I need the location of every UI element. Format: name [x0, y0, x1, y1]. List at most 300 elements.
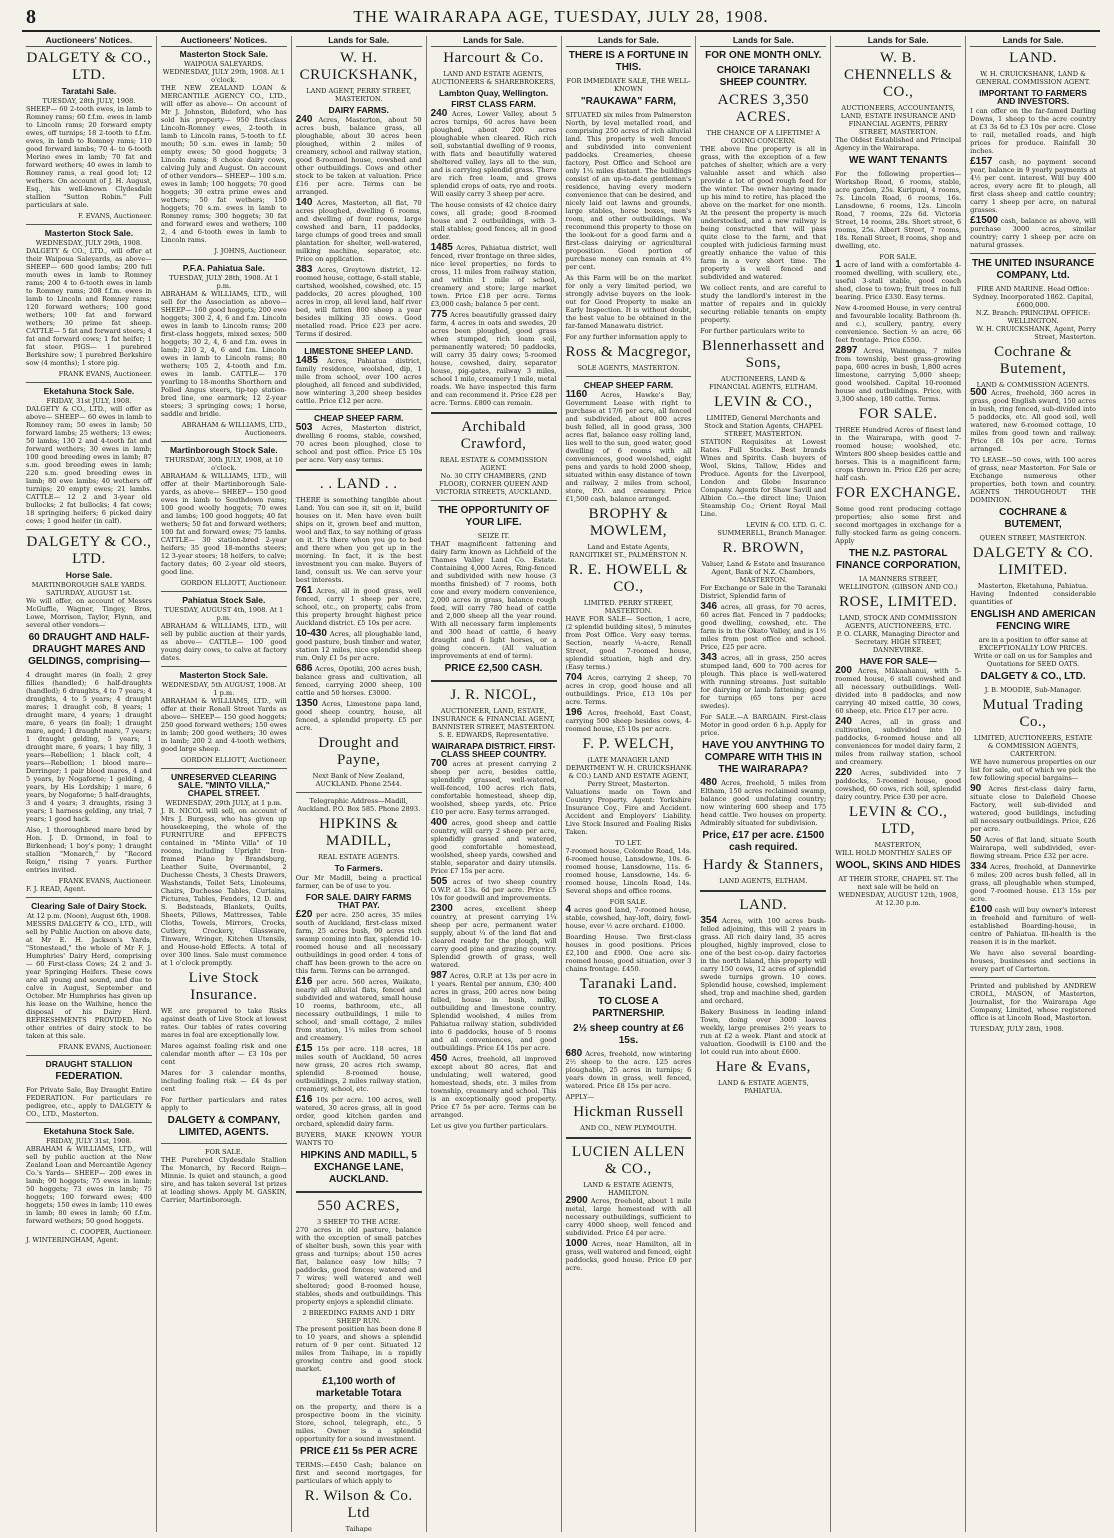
- listing-acreage: 1000: [565, 1238, 588, 1249]
- advertiser-name: R. BROWN,: [722, 540, 805, 556]
- listing-description: Acres, freehold, all improved except about 80 acres, flat and undulating, well watered, good homestead, sheds, etc. 3 miles from township, creamery and school. This is an exceptionally good property. Price £7 5s per acre. Terms can be arranged.: [430, 1055, 557, 1119]
- advertiser-name: Blennerhassett and Sons,: [701, 338, 825, 371]
- ad-headline: FOR ONE MONTH ONLY.: [705, 50, 822, 61]
- centered-notice: FRIDAY, 31st JULY, 1908.: [46, 397, 132, 405]
- column-divider: [431, 500, 557, 501]
- page-number: 8: [26, 6, 36, 28]
- newspaper-column: [156, 36, 291, 1532]
- newspaper-column: [695, 36, 830, 1532]
- listing-acreage: 90: [970, 783, 982, 794]
- ad-body-text: Mares for 3 calendar months, including foaling risk — £4 4s per cent: [160, 1069, 287, 1093]
- ad-headline: Price, £17 per acre. £1500 cash required.: [702, 830, 825, 853]
- property-listing: [566, 674, 692, 706]
- property-listing: [296, 978, 422, 1042]
- ad-body-text: SITUATED six miles from Palmerston North, by level metalled road, and comprising 250 acres of rich alluvial land. This property is well fenced and subdivided into convenient paddocks. Creameries, cheese factory, Post Office and School are only 1¼ miles distant. The buildings consist of an up-to-date gentleman's residence, having every modern convenience that can be desired, and nicely laid out lawns and grounds, large stables, horse boxes, men's room, and other outbuildings. We recommend this property to those on the look-out for a good farm and a first-class dairying or agricultural proposition. Good portion of purchase money can remain at 4½ per cent.: [565, 111, 692, 271]
- ad-headline: TO CLOSE A PARTNERSHIP.: [592, 996, 665, 1019]
- advertiser-name: ACRES 3,350 ACRES.: [717, 92, 809, 125]
- centered-notice: LAND & ESTATE AGENTS, HAMILTON.: [583, 1181, 674, 1197]
- property-listing: [970, 217, 1096, 249]
- section-heading: FOR SALE. DAIRY FARMS THAT PAY.: [305, 892, 412, 910]
- property-listing: [296, 199, 422, 263]
- property-listing: [970, 906, 1096, 946]
- listing-acreage: 383: [295, 264, 313, 275]
- advertiser-name: LUCIEN ALLEN & CO.,: [571, 1144, 685, 1177]
- listing-description: cash, no payment second year, balance in 9 yearly payments at 4½ per cent. interest. Will buy 400 acres, every acre fit to plough, all first class sheep and cattle country; carry 1 sheep per acre, on natural grasses.: [970, 158, 1096, 214]
- property-listing: [970, 836, 1096, 860]
- ad-body-text: For further particulars and rates apply to: [160, 1096, 287, 1112]
- centered-notice: 2 BREEDING FARMS AND 1 DRY SHEEP RUN.: [302, 1309, 415, 1325]
- newspaper-title: THE WAIRARAPA AGE, TUESDAY, JULY 28, 1908.: [353, 7, 769, 26]
- listing-description: cash will buy owner's interest in freehold and furniture of well-established Boarding-house, in centre of Pahiatua. Ill-health is the reason it is in the market.: [970, 906, 1096, 946]
- centered-notice: Next Bank of New Zealand, AUCKLAND. Phone 2544.: [312, 772, 405, 788]
- property-listing: [296, 1096, 422, 1128]
- signature-line: LEVIN & CO. LTD. G. C. SUMMERELL, Branch Manager.: [717, 521, 827, 537]
- column-divider: [566, 1137, 692, 1139]
- advertiser-name: Ross & Macgregor,: [565, 344, 692, 360]
- column-heading: Auctioneers' Notices.: [26, 36, 152, 47]
- centered-notice: FOR SALE.: [609, 898, 648, 906]
- listing-description: Acres, freehold, 360 acres in grass, good English sward, 150 acres in bush, ring fenced, sub-divided into 5 paddocks, etc. All good soil, well watered, new 6-roomed cottage, 10 miles from good town and railway. Price £8 10s per acre. Terms arranged.: [970, 389, 1096, 453]
- centered-notice: MASTERTON,: [874, 841, 922, 849]
- property-listing: [835, 718, 961, 766]
- property-listing: [296, 1045, 422, 1093]
- section-heading: To Farmers.: [334, 863, 383, 873]
- listing-description: acres, all in grass, 250 acres stumped land, 600 to 700 acres for plough. This place is well-watered with running streams. Just suitable for dairying or lamb fattening; good for turnips (65 tons per acre swedes).: [700, 654, 827, 710]
- listing-acreage: 500: [970, 387, 987, 398]
- section-heading: LIMESTONE SHEEP LAND.: [304, 346, 414, 356]
- centered-notice: Valuer, Land & Estate and Insurance Agent, Bank of N.Z. Chambers, MASTERTON.: [701, 560, 825, 584]
- ad-headline: THE N.Z. PASTORAL FINANCE CORPORATION,: [836, 548, 961, 571]
- listing-acreage: 505: [430, 876, 448, 887]
- section-heading: Masterton Stock Sale.: [179, 49, 268, 59]
- ad-headline: "RAUKAWA" FARM,: [580, 96, 676, 107]
- centered-notice: LAND & COMMISSION AGENTS.: [976, 381, 1090, 389]
- ad-headline: ENGLISH AND AMERICAN FENCING WIRE: [970, 609, 1096, 632]
- signature-line: W. H. CRUICKSHANK, Agent, Perry Street, Masterton.: [976, 325, 1096, 341]
- centered-notice: FRIDAY, JULY 31st, 1908.: [46, 1137, 132, 1145]
- ad-body-text: WE are prepared to take Risks against death of Live Stock at lowest rates. Our tables of rates covering mares in foal are exceptionally low.: [160, 1007, 287, 1039]
- column-divider: [296, 1191, 422, 1193]
- section-heading: P.F.A. Pahiatua Sale.: [182, 263, 265, 273]
- column-divider: [26, 897, 152, 898]
- advertiser-name: R. E. HOWELL & CO.,: [568, 562, 689, 595]
- ad-body-text: TERMS:—£450 Cash; balance on first and second mortgages, for particulars of which apply to: [295, 1461, 422, 1485]
- advertiser-name: 550 ACRES,: [317, 1198, 400, 1214]
- centered-notice: LIMITED. PERRY STREET, MASTERTON.: [583, 599, 674, 615]
- property-listing: [296, 116, 422, 196]
- column-divider: [161, 441, 287, 442]
- ad-body-text: MESSRS DALGETY & CO., LTD., will sell by Public Auction on above date, at Mr E. H. Jackson's Yards, "Stonestead," the whole of Mr F. J. Humphries' Dairy Herd, comprising— 60 First-class Cows; 24 2 and 3-year Springing Heifers. These cows are all young and sound, and due to calve in August, September and October. Mr Humphries has given up his lease on the Waihine, hence the disposal of his Dairy Herd. REFRESHMENTS PROVIDED. No other entries of dairy stock to be taken at this sale.: [26, 920, 152, 1040]
- column-divider: [161, 1143, 287, 1144]
- property-listing: [700, 603, 826, 651]
- column-divider: [296, 792, 422, 793]
- centered-notice: Telegraphic Address—Madill, Auckland. P.O. Box 585. Phone 2893.: [297, 797, 421, 813]
- centered-notice: Masterton, Eketahuna, Pahiatua.: [977, 582, 1089, 590]
- advertiser-name: Hare & Evans,: [715, 1059, 811, 1075]
- column-divider: [566, 376, 692, 377]
- property-listing: [431, 905, 557, 969]
- listing-description: Acres, Lower Valley, about 5 acres turnips, 60 acres have been ploughed, about 200 acres ploughable when cleared. Rich rich soil, substantial dwelling of 9 rooms, with flats and beautifully watered sheltered valley, lays all to the sun, and is carrying splendid grass. There are rich free loam, and grows splendid crops of oats, rye and roots. Will easily carry 3 sheep per acre.: [430, 110, 557, 198]
- property-listing: [296, 424, 422, 464]
- column-divider: [161, 768, 287, 769]
- centered-notice: QUEEN STREET, MASTERTON.: [979, 534, 1087, 542]
- centered-notice: FOR SALE.: [879, 253, 917, 261]
- listing-description: Acres, all ploughable land, good pasture, bush timber and water, station 12 miles, nice splendid sheep run. Only £1 5s per acre.: [295, 630, 422, 662]
- ad-headline: THE OPPORTUNITY OF YOUR LIFE.: [437, 505, 550, 528]
- ad-body-text: For the following properties— Workshop Road, 6 rooms, stable, acre garden, 25s. Kuripuni, 4 rooms, 7s. Lincoln Road, 6 rooms, 16s. Lansdowne, 6 rooms, 12s. Lincoln Road, 7 rooms, 22s 6d. Victoria Street, 14 rooms, 28s. Short street, 6 rooms, 25s. Albert Street, 7 rooms, 18s. Renall Street, 8 rooms, shop and dwelling, etc.: [835, 170, 962, 250]
- ad-body-text: J. WINTERINGHAM, Agent.: [26, 1236, 119, 1244]
- listing-description: Acres, Mākaahanui, with 5-roomed house, 6 stall cowshed and all necessary outbuildings. Well-divided into 8 paddocks, and now carrying 40 mixed cattle, 30 cows, 60 sheep, etc. Price £17 per acre.: [835, 667, 962, 715]
- section-heading: CHEAP SHEEP FARM.: [313, 413, 404, 423]
- listing-acreage: 240: [295, 114, 313, 125]
- ad-body-text: Mares against foaling risk and one calendar month after — £3 10s per cent: [160, 1042, 287, 1066]
- centered-notice: 1A MANNERS STREET, WELLINGTON. (GIBSON AND CO.): [838, 575, 958, 591]
- newspaper-column: [291, 36, 426, 1532]
- centered-notice: AUCTIONEERS, ACCOUNTANTS, LAND, ESTATE INSURANCE AND FINANCIAL AGENTS, PERRY STREET, MASTERTON.: [840, 104, 956, 136]
- listing-description: Acres, all in good grass, well fenced, carry 1 sheep per acre, school, etc., on property, cabs from this property brought highest price Auckland district. £5 10s per acre.: [295, 587, 422, 627]
- ad-body-text: For Private Sale, Bay Draught Entire FEDERATION. For particulars re pedigree, etc., apply to DALGETY & CO., LTD., Masterton.: [26, 1086, 152, 1118]
- ad-body-text: APPLY—: [565, 1093, 595, 1101]
- ad-body-text: WILL HOLD MONTHLY SALES OF: [835, 849, 952, 857]
- listing-acreage: 2300: [430, 903, 453, 914]
- listing-description: cash, balance as above, will purchase 3000 acres, similar country; carry 1 sheep per acre on natural grasses.: [970, 217, 1096, 249]
- listing-description: acres at present carrying 2 sheep per acre, besides cattle, splendidly grassed, well-watered, well-fenced, 100 acres rich flats, comfortable homestead, sheep dip, woolshed, sheep yards, etc. Price £10 per acre. Easy terms arranged.: [430, 760, 557, 816]
- ad-headline: THE UNITED INSURANCE COMPANY, Ltd.: [971, 258, 1095, 281]
- section-heading: IMPORTANT TO FARMERS AND INVESTORS.: [979, 88, 1087, 106]
- ad-body-text: The present position has been done 8 to 10 years, and shows a splendid return of 9 per cent. Situated 12 miles from Taihape, in a rapidly growing centre and good stock market.: [295, 1325, 422, 1373]
- ad-body-text: I can offer on the far-famed Darling Downs, 1 sheep to the acre country at £3 3s 6d to £3 10s per acre. Close to rail, metalled roads, and high prices for produce. Rainfall 30 inches.: [970, 107, 1096, 155]
- listing-acreage: 2897: [835, 345, 858, 356]
- ad-body-text: Our Mr Madill, being a practical farmer, can be of use to you.: [295, 874, 422, 890]
- listing-acreage: 700: [430, 758, 448, 769]
- listing-description: Acres, freehold, at Dannevirke 6 miles; 200 acres bush felled, all in grass, all ploughable when stumped, good 7-roomed house. £13 15s per acre.: [970, 863, 1096, 903]
- centered-notice: LIMITED, General Merchants and Stock and Station Agents, CHAPEL STREET, MASTERTON.: [704, 414, 823, 438]
- listing-acreage: 503: [295, 422, 313, 433]
- centered-notice: FOR IMMEDIATE SALE, THE WELL-KNOWN: [566, 77, 691, 93]
- ad-body-text: Some good rent producing cottage properties; also some first and second mortgages in exchange for a fully stocked farm as going concern. Apply: [835, 505, 962, 545]
- listing-description: Acres, with 100 acres bush-felled adjoining, this will 2 years in grass. All rich dairy land, 35 acres ploughed, highly improved, close to one of the best co-op. dairy factories in the north Island, this property will carry 150 cows, 12 acres of splendid swede turnips grown. 10 cows. Splendid house, cowshed, implement shed, trap and machine shed, garden and orchard.: [700, 917, 827, 1005]
- column-heading: Lands for Sale.: [970, 36, 1096, 47]
- advertiser-name: DALGETY & CO., LTD.: [26, 50, 152, 83]
- property-listing: [566, 1050, 692, 1090]
- advertiser-name: Mutual Trading Co.,: [982, 697, 1084, 730]
- listing-description: per acre. 250 acres, 35 miles south of Auckland, first-class mixed farm, 25 acres bush, 90 acres rich swamp coming into flax, splendid 10-roomed house and all necessary outbuildings in good order. 4 tons of chaff has been grown to the acre on this farm. Terms can be arranged.: [295, 911, 422, 975]
- listing-acreage: 480: [700, 777, 718, 788]
- listing-acreage: 240: [430, 108, 448, 119]
- ad-body-text: SHEEP— 60 2-tooth ewes, in lamb to Romney rams; 60 f.f.m. ewes in lamb to Lincoln rams; 20 forward empty ewes, off turnips; 18 2-tooth to f.f.m. ewes, in lamb to Romney rams; 110 good forward lambs; 70 4- to 6-tooth Merino ewes in lamb; 70 fat and forward wethers; 40 ewes in lamb to Romney rams, a real good lot; 12 wethers. On account of J. H. August, Esq., his well-known Clydesdale stallion "Sutton Robin." Full particulars at sale.: [26, 105, 152, 209]
- ad-headline: THERE IS A FORTUNE IN THIS.: [568, 50, 689, 73]
- property-listing: [970, 863, 1096, 903]
- advertiser-name: BROPHY & MOWLEM,: [588, 506, 669, 539]
- advertiser-name: Harcourt & Co.: [443, 50, 544, 66]
- advertiser-name: DALGETY & CO. LIMITED.: [972, 545, 1094, 578]
- property-listing: [566, 709, 692, 733]
- listing-acreage: £157: [970, 156, 993, 167]
- listing-description: Acres beautifully grassed dairy farm, 4 acres in oats and swedes, 20 acres been ploughed, good grass when stumped, rich loam soil, permanently watered; 50 paddocks, will carry 35 dairy cows; 5-roomed house, cowshed, dairy, separator house, pig-gates, railway 3 miles, school 1 mile, creamery 1 mile, metal roads. We have inspected this farm and can recommend it. Price £28 per acre. Terms. £800 can remain.: [430, 311, 557, 407]
- listing-description: Acres, Masterton district, dwelling 6 rooms, stable, cowshed, 70 acres been ploughed, close to school and post office. Price £5 10s per acre. Very easy terms.: [295, 424, 422, 464]
- advertiser-name: LEVIN & CO.,: [714, 394, 813, 410]
- listing-description: acre of land with a comfortable 4-roomed dwelling, with scullery, etc., useful 3-stall stable, good coach shed, close to town; fruit trees in full bearing. Price £330. Easy terms.: [835, 261, 962, 301]
- section-heading: CHEAP SHEEP FARM.: [583, 380, 674, 390]
- newspaper-column: [830, 36, 965, 1532]
- advertiser-name: ROSE, LIMITED.: [839, 594, 958, 610]
- listing-description: per acre. 560 acres, Waikato, nearly all alluvial flats, fenced and subdivided and watered, small house 10 rooms, bathroom, etc., all necessary outbuildings, 1 mile to school, and small cottage, 2 miles from station, 1¼ miles from school and creamery.: [295, 978, 422, 1042]
- ad-headline: COCHRANE & BUTEMENT,: [999, 507, 1067, 530]
- section-heading: Martinborough Stock Sale.: [169, 445, 278, 455]
- listing-description: Acres, all in grass and cultivation, subdivided into 10 paddocks, 6-roomed house and all conveniences for model dairy farm, 2 miles from railway station, school and creamery.: [835, 718, 962, 766]
- section-heading: UNRESERVED CLEARING SALE. "MINTO VILLA," CHAPEL STREET.: [170, 772, 277, 798]
- newspaper-column: [561, 36, 696, 1532]
- listing-description: Acres, Pahiatua district, well fenced, river frontage on three sides, nice level properties, no fords to cross, 11 miles from railway station, and within 1 mile of school, creamery and store; large market town. Price £18 per acre. Terms £3,000 cash; balance 5 per cent.: [430, 244, 557, 308]
- centered-notice: FIRE AND MARINE. Head Office: Sydney. Incorporated 1862. Capital, £600,000.: [972, 285, 1094, 309]
- listing-description: acres, excellent sheep country, at present carrying 1¼ sheep per acre, permanent water supply, about ¼ of the land flat and cleared ready for the plough, will carry good pine and grazing country. Splendid growth of grass, well watered.: [430, 905, 557, 969]
- listing-description: Acres, Pahiatua district, family residence, woolshed, dip, 1 mile from school, over 100 acres ploughed, all fenced and subdivided, now wintering 3,200 sheep besides cattle. Price £12 per acre.: [295, 357, 422, 405]
- ad-body-text: on the property, and there is a prospective boom in the vicinity. Store, school, telegraph, etc., 5 miles. Owner is a splendid opportunity for a sound investment.: [295, 1403, 422, 1443]
- centered-notice: TUESDAY, AUGUST 4th, 1908. At 1 p.m.: [164, 606, 284, 622]
- ad-body-text: THERE is something tangible about Land. You can see it, sit on it, build houses on it. Men have even built ships on it, grown beef and mutton, wool and flax, to say nothing of grass on it. It's there when you go to bed and there when you get up in the morning. In fact, it is the best investment you can make. Buyers of land, consult us. We can serve your best interests.: [295, 496, 422, 584]
- centered-notice: WEDNESDAY, 5th AUGUST, 1908. At 1 p.m.: [161, 681, 286, 697]
- listing-acreage: 680: [565, 1048, 583, 1059]
- ad-body-text: As this Farm will be on the market for only a very limited period, we strongly advise buyers on the look-out for Good Property to make an Early Inspection. It is without doubt, the best value to be obtained in the far-famed Manawatu district.: [565, 274, 692, 330]
- section-heading: DAIRY FARMS.: [328, 105, 389, 115]
- column-divider: [161, 666, 287, 667]
- ad-body-text: STATION Requisites at Lowest Rates. Full Stocks. Best brands Wines and Spirits. Cash buyers of Wool, Skins, Tallow, Hides and Produce. Agents for the Liverpool, London and Globe Insurance Company. Agents for Shaw Savill and Albion Co.—the direct line; Union Steamship Co.; Orient Royal Mail Line.: [700, 438, 827, 518]
- section-heading: Taratahi Sale.: [61, 86, 117, 96]
- listing-description: Acres of flat land, situate South Wairarapa, well subdivided, ever-flowing stream. Price £32 per acre.: [970, 836, 1096, 860]
- ad-body-text: J. R. NICOL will sell, on account of Mrs J. Burgess, who has given up housekeeping, the whole of the FURNITURE and EFFECTS contained in "Minto Villa" of 10 rooms, including Upright Iron-framed Piano by Brandsburg, Leather Suite, Overmantel, 2 Duchesse Chests, 3 Chests Drawers, Washstands, Toilet Sets, Linoleums, Chairs, Duchesse Tables, Curtains, Pictures, Tables, Fenders, 12 D. and S. Bedsteads, Blankets, Quilts, Sheets, Pillows, Mattresses, Table Cloths, Towels, Mirrors, Crocks, Cutlery, Crockery, Glassware, Tinware, Wringer, Kitchen Utensils, and House-hold Effects. A total of over 300 lines. Sale must commence at 1 o'clock promptly.: [160, 807, 287, 967]
- listing-acreage: £16: [295, 1094, 313, 1105]
- centered-notice: FOR SALE.: [205, 1148, 243, 1156]
- centered-notice: LAND & ESTATE AGENTS, PAHIATUA.: [717, 1079, 809, 1095]
- ad-body-text: ABRAHAM & WILLIAMS, LTD., will offer at their Renall Street Yards as above— SHEEP— 150 good hoggets; 250 good forward wethers; 150 ewes in lamb; 200 good wethers; 30 ewes in lamb; 200 2 and 4-tooth wethers, good large sheep.: [160, 697, 287, 753]
- advertiser-name: Live Stock Insurance.: [188, 970, 260, 1003]
- listing-description: Acres, freehold, East Coast, carrying 500 sheep besides cows, 4-roomed house, £5 10s per acre.: [565, 709, 692, 733]
- ad-body-text: THREE Hundred Acres of finest land in the Wairarapa, with good 7-roomed house; woolshed, etc. Winters 800 sheep besides cattle and horses. This is a magnificent farm; crops thrown in. Price £26 per acre; half cash.: [835, 426, 962, 482]
- ad-body-text: Bakery Business in leading inland Town, doing over 3000 loaves weekly, large premises 2½ years to run at £2 a week. Plant and stock at valuation. Goodwill is £100 and the lot could run into about £600.: [700, 1008, 827, 1056]
- ad-headline: DALGETY & COMPANY, LIMITED, AGENTS.: [167, 1115, 281, 1138]
- column-divider: [26, 1122, 152, 1123]
- ad-headline: HIPKINS AND MADILL, 5 EXCHANGE LANE, AUCKLAND.: [300, 1150, 417, 1185]
- centered-notice: Write or call on us for Samples and Quotations for SEED OATS.: [974, 652, 1093, 668]
- listing-description: Acres, Masterton, all flat, 70 acres ploughed, dwelling 6 rooms, and dwelling of four rooms, large cowshed and barn, 11 paddocks, large clumps of good trees and small plantation for shelter, well-watered, milking machine, separator, etc. Price on application.: [295, 199, 422, 263]
- advertiser-name: R. Wilson & Co. Ltd: [304, 1488, 413, 1521]
- property-listing: [431, 110, 557, 198]
- section-heading: HAVE FOR SALE—: [859, 656, 937, 666]
- property-listing: [296, 700, 422, 732]
- listing-acreage: £100: [970, 904, 993, 915]
- listing-description: acres, good sheep and cattle country, will carry 2 sheep per acre, splendidly grassed and watered, good comfortable homestead, woolshed, sheep yards, cowshed and stable, separator and dairy utensils. Price £7 15s per acre.: [430, 819, 557, 875]
- ad-body-text: 270 acres in old pasture, balance with the exception of small patches of shelter bush, sown this year with grass and turnips; about 150 acres flat, balance easy low hills; 7 paddocks, good fences; watered and 7 wires; well watered and well sheltered; good 8-roomed house, stables, sheds and outbuildings. This property enjoys a splendid climate.: [295, 1226, 422, 1306]
- column-heading: Lands for Sale.: [566, 36, 692, 47]
- section-heading: Lambton Quay, Wellington.: [438, 88, 549, 98]
- signature-line: ABRAHAM & WILLIAMS, LTD., Auctioneers.: [181, 421, 287, 437]
- property-listing: [431, 819, 557, 875]
- ad-body-text: For SALE.—A BARGAIN. First-class Motor in good order. 6 h.p. Apply for price.: [700, 713, 827, 737]
- column-divider: [296, 469, 422, 471]
- property-listing: [566, 391, 692, 503]
- column-divider: [296, 342, 422, 343]
- section-heading: DRAUGHT STALLION: [45, 1059, 133, 1069]
- property-listing: [970, 389, 1096, 453]
- ad-body-text: We have also several boarding-houses, businesses and sections in every part of Carterton.: [970, 949, 1096, 973]
- property-listing: [835, 769, 961, 801]
- section-heading: Masterton Stock Sale.: [44, 228, 134, 238]
- listing-acreage: 240: [835, 716, 852, 727]
- listing-acreage: 343: [700, 652, 718, 663]
- newspaper-column: [965, 36, 1100, 1532]
- listing-acreage: £20: [295, 909, 313, 920]
- centered-notice: LAND AGENT, PERRY STREET, MASTERTON.: [306, 87, 412, 103]
- listing-acreage: 987: [430, 970, 448, 981]
- listing-description: Acres first-class dairy farm, situate close to Dalefield Cheese Factory, well sub-divided and watered, good buildings, including all necessary outbuildings. Price, £26 per acre.: [970, 785, 1096, 833]
- listing-acreage: 450: [430, 1053, 448, 1064]
- ad-headline: CHOICE TARANAKI SHEEP COUNTRY.: [716, 65, 810, 88]
- property-listing: [700, 654, 826, 710]
- listing-description: Acres, Opotiki, 200 acres bush, balance grass and cultivation, all fenced, carrying 2000 sheep, 100 cattle and 50 horses. £3000.: [295, 665, 422, 697]
- listing-acreage: 1: [835, 259, 841, 270]
- ad-headline: FEDERATION.: [55, 1071, 123, 1082]
- listing-acreage: 704: [565, 672, 583, 683]
- property-listing: [296, 911, 422, 975]
- property-listing: [296, 630, 422, 662]
- listing-acreage: 200: [835, 665, 852, 676]
- listing-acreage: 761: [295, 585, 313, 596]
- column-divider: [26, 1055, 152, 1056]
- ad-body-text: WE have numerous properties on our list for sale, out of which we pick the few following special bargains—: [970, 758, 1096, 782]
- column-divider: [970, 253, 1096, 254]
- property-listing: [566, 1197, 692, 1237]
- advertiser-name: . . LAND . .: [319, 476, 398, 492]
- section-heading: Clearing Sale of Dairy Stock.: [31, 901, 147, 911]
- section-heading: Masterton Stock Sale.: [179, 670, 268, 680]
- ad-body-text: DALGETY & CO., LTD., will offer as above— SHEEP— 60 ewes in lamb to Romney ram; 50 ewes in lamb; 50 forward lambs; 25 wethers; 13 ewes; 50 lambs; 130 2 and 4-tooth fat and forward wethers; 30 ewes in lamb; 100 good breeding ewes in lamb; 87 s.m. good breeding ewes in lamb; 220 s.m. good breeding ewes in lamb; 80 ewe lambs; 40 wethers off turnips; 20 empty ewes; 21 lambs. CATTLE— 12 2 and 3-year old bullocks; 2 fat bullocks; 4 fat cows; 18 springing heifers; 6 picked dairy cows; 1 good heifer (in calf).: [26, 405, 152, 525]
- centered-notice: SOLE AGENTS, MASTERTON.: [577, 364, 680, 372]
- ad-body-text: The house consists of 42 choice dairy cows, all grade; good 8-roomed house and 2 outbuildings, with 3-stall stables; good fences, all in good order.: [430, 201, 557, 241]
- listing-acreage: 334: [970, 861, 987, 872]
- ad-body-text: THE NEW ZEALAND LOAN & MERCANTILE AGENCY CO., LTD., will offer as above— On account of Mr J. Johnston, Bideford, who has sold his property— 950 first-class Lincoln-Romney ewes, 2-tooth in lamb to Lincoln rams, 5-tooth to f.f. mouth; 50 s.m. ewes in lamb; 50 empty ewes; 50 good hoggets; 3 Lincoln rams; 8 choice dairy cows, calving July and August. On account of other vendors— SHEEP— 100 s.m. ewes in lamb; 100 hoggets; 70 good hoggets; 30 extra prime ewes and wethers; 50 fat wethers; 150 hoggets; 70 s.m. ewes in lamb to Romney rams; 300 hoggets; 30 fat and forward ewes and wethers; 100 2, 4 and 6-tooth ewes in lamb to Lincoln rams.: [160, 84, 287, 244]
- listing-description: Acres, O.R.P. at 13s per acre in 1 years. Rental per annum, £30; 400 acres in grass, 200 acres now being felled, house in bush, milky, outbuilding and limestone country. Splendid woolshed, 4 miles from Pahiatua railway station, subdivided into 6 paddocks, house of 5 rooms and all conveniences, and good outbuildings. Price £4 15s per acre.: [430, 972, 557, 1052]
- ad-body-text: ABRAHAM & WILLIAMS, LTD., will sell by public auction at the New Zealand Loan and Mercantile Agency Co.'s Yards— SHEEP— 200 ewes in lamb; 90 hoggets; 75 ewes in lamb; 50 hoggets; 73 ewes in lamb; 75 hoggets; 100 forward ewes; 400 hoggets; 150 ewes in lamb; 110 ewes in lamb; 80 ewes in lamb; 60 f.f.m. forward wethers; 50 good hoggets.: [26, 1145, 152, 1225]
- signature-line: FRANK EVANS, Auctioneer.: [58, 370, 152, 378]
- listing-description: Acres, Greytown district, 12-roomed house, cottage, 6-stall stable, cartshed, woolshed, cowshed, etc. 15 paddocks, 20 acres ploughed, 100 acres in crop, all level land, half river bed, will fatten 800 sheep a year besides milking 35 cows. Good metalled road. Price £23 per acre. Terms if desired.: [295, 266, 422, 338]
- advertiser-name: Hickman Russell: [573, 1104, 684, 1120]
- ad-body-text: BUYERS, MAKE KNOWN YOUR WANTS TO: [295, 1131, 422, 1147]
- advertiser-name: Taranaki Land.: [579, 976, 678, 992]
- centered-notice: AUCTIONEER, LAND, ESTATE, INSURANCE & FINANCIAL AGENT, BANNISTER STREET, MASTERTON.: [432, 707, 556, 731]
- ad-body-text: For Exchange or Sale in the Taranaki District, Splendid farm of: [700, 584, 827, 600]
- advertiser-name: J. R. NICOL,: [450, 687, 537, 703]
- ad-body-text: New 4-roomed House, in very central and favourable locality. Bathroom (h. and c.), scullery, pantry, every convenience. Section ½ an acre, 66 feet frontage. Price £550.: [835, 304, 962, 344]
- ad-headline: PRICE £11 5s PER ACRE: [299, 1446, 418, 1457]
- property-listing: [566, 1240, 692, 1272]
- column-divider: [296, 409, 422, 410]
- centered-notice: No. 30 CITY CHAMBERS, (2ND FLOOR), CORNER QUEEN AND VICTORIA STREETS, AUCKLAND.: [435, 472, 552, 496]
- ad-headline: £1,100 worth of marketable Totara: [315, 1376, 402, 1399]
- signature-line: C. COOPER, Auctioneer.: [70, 1228, 152, 1236]
- advertiser-name: LAND.: [1009, 50, 1058, 66]
- centered-notice: 3 SHEEP TO THE ACRE.: [317, 1218, 401, 1226]
- centered-notice: At 12 p.m. (Noon), August 6th, 1908.: [27, 912, 151, 920]
- property-listing: [700, 917, 826, 1005]
- column-divider: [26, 529, 152, 530]
- ad-headline: 2½ sheep country at £6 15s.: [573, 1023, 684, 1046]
- listing-acreage: £15: [295, 1043, 313, 1054]
- column-heading: Auctioneers' Notices.: [161, 36, 287, 47]
- listing-description: Acres, Hawke's Bay, Government Lease with right to purchase at 17/6 per acre, all fenced and subdivided, about 800 acres bush felled, all in good grass, 300 acres flat, balance easy rolling land, lies well to the sun, good water, good dwelling of 6 rooms with all conveniences, good woolshed, eight pens and yards to hold 2000 sheep, situated within easy distance of town and railway, 2 miles from school, store, P.O. and creamery. Price £1,500 cash, balance arranged.: [565, 391, 692, 503]
- column-heading: Lands for Sale.: [835, 36, 961, 47]
- centered-notice: MARTINBOROUGH SALE YARDS. SATURDAY, AUGUST 1st.: [31, 581, 147, 597]
- section-heading: Pahiatua Stock Sale.: [182, 595, 266, 605]
- section-heading: FIRST CLASS FARM.: [451, 99, 536, 109]
- ad-body-text: For any further information apply to: [565, 333, 687, 341]
- centered-notice: SEIZE IT.: [477, 532, 510, 540]
- column-divider: [700, 890, 826, 892]
- centered-notice: THE CHANCE OF A LIFETIME! A GOING CONCERN.: [706, 129, 821, 145]
- section-heading: Horse Sale.: [65, 570, 113, 580]
- property-listing: [296, 357, 422, 405]
- ad-headline: 60 DRAUGHT AND HALF-DRAUGHT MARES AND GELDINGS, comprising—: [28, 632, 150, 667]
- advertiser-name: FOR EXCHANGE.: [835, 485, 962, 501]
- property-listing: [296, 266, 422, 338]
- ad-body-text: ABRAHAM & WILLIAMS, LTD., will offer at their Martinborough Sale-yards, as above— SHEEP— 150 good ewes in lamb to Southdown rams; 100 good woolly hoggets; 70 ewes and lambs; 100 good hoggets; 40 fat wethers; 50 fat and forward wethers; 100 fat and forward ewes; 75 lambs. CATTLE— 30 station-bred 2-year heifers; 35 good 18-months steers; 12 3-year steers; 18 heifers, to calve; factory dates; 60 2-year old steers, good line.: [160, 472, 287, 576]
- newspaper-column: [426, 36, 561, 1532]
- ad-body-text: THE above fine property is all in grass, with the exception of a few patches of shelter, which are a very valuable asset and which also provide a lot of good rough feed for the winter. The owner having made up his mind to retire, has placed the above on the market for one month. At the present the property is much understocked, and a new railway is being constructed that will pass quite close to the farm, and that coupled with judicious farming must greatly enhance the value of this farm in a very short time. The property is well fenced and subdivided and watered.: [700, 145, 827, 281]
- ad-headline: DALGETY & CO., LTD.: [980, 671, 1086, 682]
- listing-description: Acres, carrying 2 sheep, 70 acres in crop, good house and all outbuildings. Price, £13 10s per acre. Terms.: [565, 674, 692, 706]
- centered-notice: THURSDAY, 30th JULY, 1908, at 10 o'clock.: [164, 456, 283, 472]
- property-listing: [566, 906, 692, 930]
- centered-notice: WEDNESDAY, JULY 29th, 1908.: [35, 239, 143, 247]
- advertiser-name: F. P. WELCH,: [582, 736, 675, 752]
- centered-notice: WAIPOUA SALEYARDS. WEDNESDAY, JULY 29th, 1908. At 1 o'clock.: [162, 60, 285, 84]
- column-divider: [431, 412, 557, 414]
- centered-notice: P. O. CLARK, Managing Director and Secretary. HIGH STREET, DANNEVIRKE.: [836, 630, 960, 654]
- centered-notice: LAND AND ESTATE AGENTS, AUCTIONEERS & SHAREBROKERS,: [431, 70, 556, 86]
- ad-body-text: ABRAHAM & WILLIAMS, LTD., will sell for the Association as above— SHEEP— 160 good hoggets; 200 ewe hoggets; 300 2, 4, 6 and f.m. Lincoln ewes in lamb to Lincoln rams; 200 first-class hoggets, mixed sexes; 500 hoggets; 30 2, 4, 6 and f.m. ewes in lamb; 210 2, 4, 6 and f.m. Lincoln ewes in lamb to Lincoln rams; 80 wethers; 105 2, 4-tooth and f.m. ewes in lamb. CATTLE— 170 yearling to 18-months Shorthorn and Polled Angus steers, tip-top station-bred line, one earmark; 12 2-year steers; 3 springing cows; 1 horse, saddle and bridle.: [160, 290, 287, 418]
- property-listing: [431, 1055, 557, 1119]
- listing-description: 10s per acre. 100 acres, well watered, 30 acres grass, all in good order, good kitchen garden and orchard, splendid dairy farm.: [295, 1096, 422, 1128]
- ad-body-text: TUESDAY, JULY 28th, 1908.: [970, 1025, 1064, 1033]
- centered-notice: W. H. CRUICKSHANK, LAND & GENERAL COMMISSION AGENT.: [975, 70, 1091, 86]
- property-listing: [835, 347, 961, 403]
- listing-description: acres of two sheep country O.W.P. at 13s. 6d per acre. Price £5 10s for goodwill and improvements.: [430, 878, 557, 902]
- ad-body-text: We will offer, on account of Messrs McGuffie, Wagner, Tingey, Bros, Lowe, Morrison, Taylor, Flynn, and several other vendors—: [26, 597, 152, 629]
- property-listing: [431, 878, 557, 902]
- property-listing: [431, 760, 557, 816]
- signature-line: FRANK EVANS, Auctioneer.: [58, 1043, 152, 1051]
- listing-description: Acres, subdivided into 7 paddocks, 5-roomed house, good cowshed, 60 cows, rich soil, splendid dairy country. Price £30 per acre.: [835, 769, 962, 801]
- advertiser-name: FOR SALE.: [858, 406, 938, 422]
- centered-notice: LAND AGENTS, ELTHAM.: [719, 877, 808, 885]
- ad-headline: WE WANT TENANTS: [849, 155, 948, 166]
- ad-body-text: 7-roomed house, Colombo Road, 14s. 6-roomed house, Lansdowne, 10s. 6-roomed house, Lansdowne, 11s. 6-roomed house, Lansdowne, 14s. 6-roomed house, Lincoln Road, 14s. Several shops and office rooms.: [565, 847, 692, 895]
- property-listing: [835, 667, 961, 715]
- property-listing: [835, 261, 961, 301]
- centered-notice: Taihape: [345, 1525, 372, 1532]
- section-heading: Eketahuna Stock Sale.: [43, 1126, 135, 1136]
- section-heading: Eketahuna Stock Sale.: [43, 386, 135, 396]
- column-divider: [161, 591, 287, 592]
- property-listing: [431, 244, 557, 308]
- signature-line: J. JOHNS, Auctioneer.: [214, 247, 287, 255]
- centered-notice: TUESDAY, 28th JULY, 1908.: [42, 97, 136, 105]
- centered-notice: Land and Estate Agents, RANGITIKEI ST., PALMERSTON N.: [569, 543, 688, 559]
- listing-acreage: 220: [835, 767, 852, 778]
- ad-body-text: F. J. READ, Agent.: [26, 885, 86, 893]
- centered-notice: (LATE MANAGER LAND DEPARTMENT W. H. CRUICKSHANK & CO.) LAND AND ESTATE AGENT, Perry Street, Masterton.: [565, 756, 692, 788]
- listing-acreage: 1350: [295, 698, 318, 709]
- listing-acreage: 2900: [565, 1195, 588, 1206]
